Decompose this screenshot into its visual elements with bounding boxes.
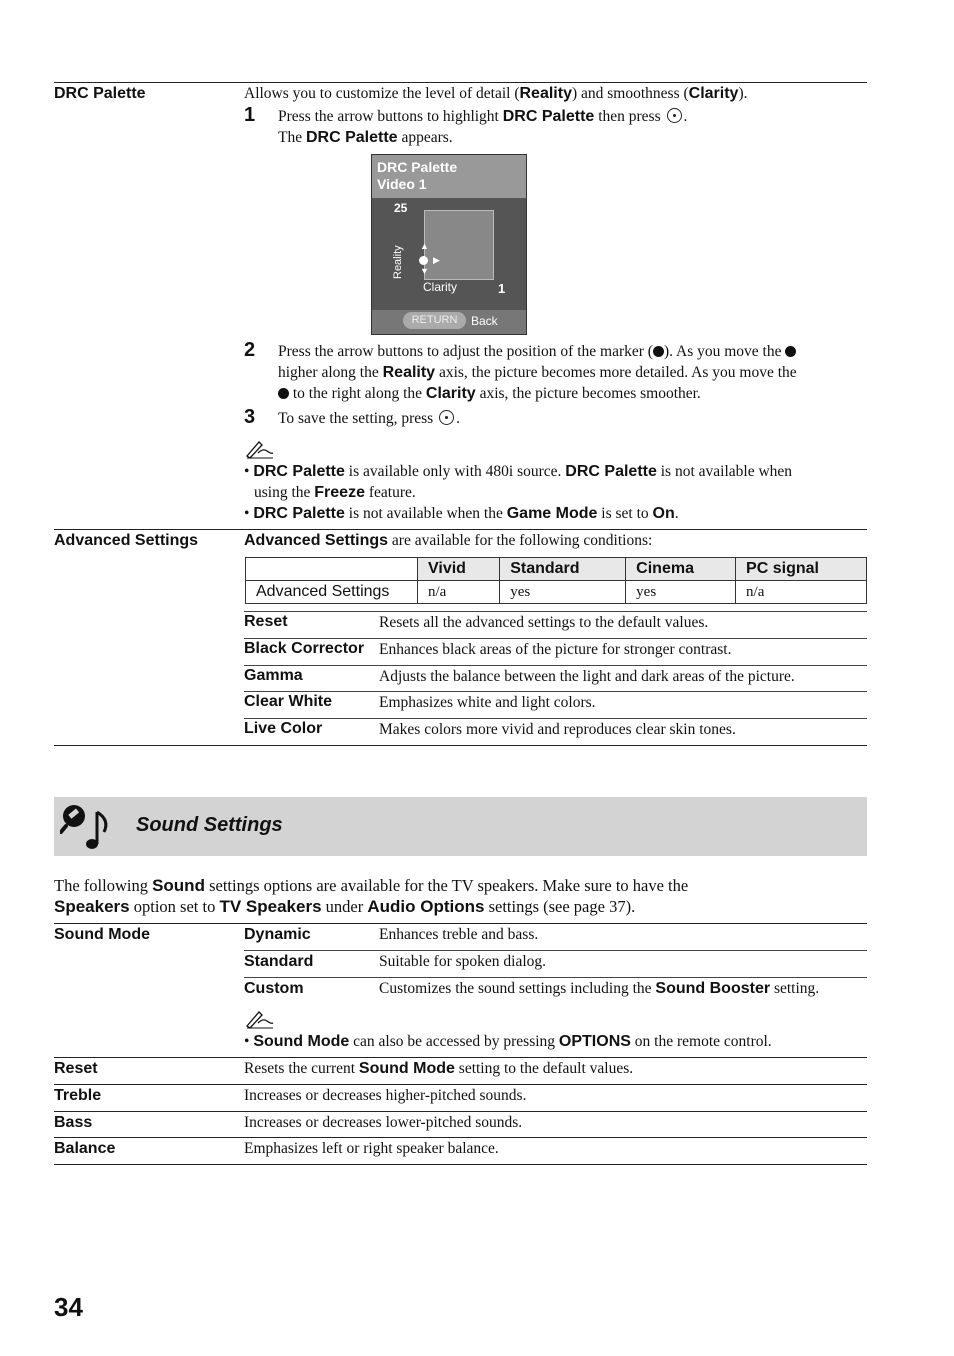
- osd-max-value: 25: [394, 201, 408, 215]
- table-header-cell: Cinema: [626, 558, 736, 581]
- sound-mode-name: Custom: [244, 980, 304, 997]
- osd-header: [372, 155, 526, 198]
- sound-settings-banner: [54, 797, 867, 856]
- table-cell: yes: [500, 581, 626, 604]
- table-header-cell: [246, 558, 418, 581]
- osd-reality-axis: Reality: [392, 245, 404, 279]
- table-header-cell: Vivid: [418, 558, 500, 581]
- advanced-intro: Advanced Settings are available for the following conditions:: [244, 532, 653, 549]
- treble-desc: Increases or decreases higher-pitched sounds.: [244, 1087, 527, 1104]
- sound-settings-title: Sound Settings: [136, 814, 283, 836]
- osd-up-arrow-icon: ▲: [420, 241, 429, 251]
- sound-mode-name: Standard: [244, 953, 314, 970]
- step-2-line1: Press the arrow buttons to adjust the position of the marker ( ). As you move the: [278, 341, 796, 362]
- step-1-number: 1: [244, 104, 256, 126]
- osd-return-button: RETURN: [403, 312, 466, 329]
- enter-button-icon: [667, 108, 682, 123]
- table-header-row: [246, 558, 867, 581]
- adv-item-name: Gamma: [244, 667, 303, 684]
- bass-desc: Increases or decreases lower-pitched sounds.: [244, 1114, 523, 1131]
- osd-input: Video 1: [377, 176, 427, 192]
- table-header-cell: PC signal: [736, 558, 867, 581]
- drc-intro: Allows you to customize the level of detail (Reality) and smoothness (Clarity).: [244, 85, 748, 102]
- advanced-settings-label: Advanced Settings: [54, 532, 199, 549]
- enter-button-icon: [439, 410, 454, 425]
- step-3-number: 3: [244, 406, 256, 428]
- sound-reset-desc: Resets the current Sound Mode setting to the default values.: [244, 1060, 634, 1077]
- adv-item-desc: Makes colors more vivid and reproduces clear skin tones.: [379, 721, 736, 738]
- marker-dot-icon: [785, 346, 796, 357]
- note-pencil-icon: [245, 1009, 275, 1029]
- adv-item-desc: Resets all the advanced settings to the default values.: [379, 614, 709, 631]
- adv-item-name: Black Corrector: [244, 640, 365, 657]
- table-cell: n/a: [736, 581, 867, 604]
- step-2-line3: to the right along the Clarity axis, the picture becomes smoother.: [278, 383, 701, 404]
- sound-reset-label: Reset: [54, 1060, 98, 1077]
- drc-note-1b: using the Freeze feature.: [254, 484, 416, 501]
- table-row: [246, 581, 867, 604]
- sound-intro-line1: The following Sound settings options are available for the TV speakers. Make sure to have the: [54, 876, 689, 895]
- step-1-result: The DRC Palette appears.: [278, 129, 453, 146]
- osd-palette-grid: [424, 210, 494, 280]
- balance-label: Balance: [54, 1140, 116, 1157]
- sound-settings-icon: [60, 802, 112, 852]
- sub-rule: [244, 950, 867, 951]
- osd-right-arrow-icon: ▶: [433, 255, 440, 265]
- adv-item-name: Reset: [244, 613, 288, 630]
- section-rule: [54, 745, 867, 746]
- osd-title: DRC Palette: [377, 159, 458, 175]
- sound-intro-line2: Speakers option set to TV Speakers under Audio Options settings (see page 37).: [54, 897, 636, 916]
- adv-item-name: Live Color: [244, 720, 323, 737]
- drc-palette-label: DRC Palette: [54, 85, 146, 102]
- adv-item-desc: Enhances black areas of the picture for stronger contrast.: [379, 641, 732, 658]
- bass-label: Bass: [54, 1114, 93, 1131]
- marker-dot-icon: [278, 388, 289, 399]
- adv-item-desc: Adjusts the balance between the light and dark areas of the picture.: [379, 668, 795, 685]
- osd-marker-icon: [419, 256, 428, 265]
- step-2-line2: higher along the Reality axis, the picture becomes more detailed. As you move the: [278, 364, 797, 381]
- table-cell: yes: [626, 581, 736, 604]
- sound-mode-note: • Sound Mode can also be accessed by pressing OPTIONS on the remote control.: [244, 1033, 772, 1050]
- step-3-text: To save the setting, press .: [278, 410, 460, 427]
- step-2-number: 2: [244, 339, 256, 361]
- page-number: 34: [54, 1292, 83, 1322]
- sound-mode-name: Dynamic: [244, 926, 311, 943]
- drc-note-2: • DRC Palette is not available when the Game Mode is set to On.: [244, 505, 679, 522]
- osd-clarity-axis: Clarity: [423, 280, 458, 294]
- osd-down-arrow-icon: ▼: [420, 266, 429, 276]
- drc-note-1: • DRC Palette is available only with 480i source. DRC Palette is not available when: [244, 463, 793, 480]
- adv-item-desc: Emphasizes white and light colors.: [379, 694, 596, 711]
- conditions-table: [245, 557, 867, 604]
- marker-dot-icon: [653, 346, 664, 357]
- osd-back-label: Back: [471, 314, 498, 328]
- bottom-rule: [54, 1164, 867, 1165]
- step-1-text: Press the arrow buttons to highlight DRC Palette then press .: [278, 108, 688, 125]
- note-pencil-icon: [245, 439, 275, 459]
- sound-mode-desc: Suitable for spoken dialog.: [379, 953, 547, 970]
- balance-desc: Emphasizes left or right speaker balance.: [244, 1140, 499, 1157]
- table-cell: n/a: [418, 581, 500, 604]
- table-header-cell: Standard: [500, 558, 626, 581]
- osd-min-value: 1: [498, 281, 506, 296]
- table-cell: Advanced Settings: [246, 581, 418, 604]
- sound-mode-desc: Customizes the sound settings including the Sound Booster setting.: [379, 980, 820, 997]
- sound-mode-label: Sound Mode: [54, 926, 150, 943]
- adv-item-name: Clear White: [244, 693, 333, 710]
- drc-palette-osd: [371, 154, 527, 335]
- sound-mode-desc: Enhances treble and bass.: [379, 926, 539, 943]
- treble-label: Treble: [54, 1087, 102, 1104]
